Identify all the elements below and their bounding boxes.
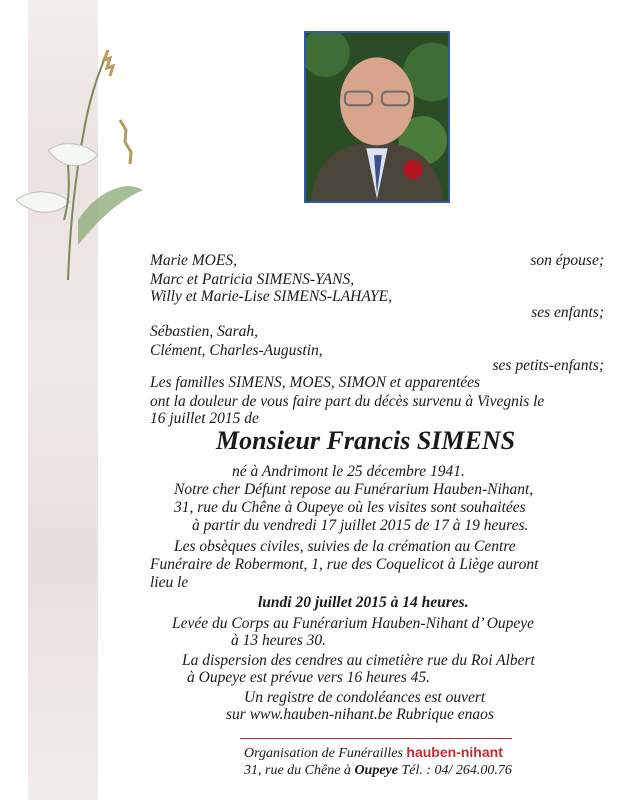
portrait-photo [304,31,450,203]
address-phone: Tél. : 04/ 264.00.76 [397,763,512,778]
funeral-line-3: lieu le [150,574,189,591]
register-line-2: sur www.hauben-nihant.be Rubrique enaos [226,706,494,723]
child-1: Marc et Patricia SIMENS-YANS, [150,271,355,288]
families-line-1: Les familles SIMENS, MOES, SIMON et apparentées [150,374,481,391]
birth-info: né à Andrimont le 25 décembre 1941. [232,463,465,480]
rest-line-1: Notre cher Défunt repose au Funérarium Hauben-Nihant, [174,481,534,498]
organisation-line [244,744,503,762]
child-2: Willy et Marie-Lise SIMENS-LAHAYE, [150,288,392,305]
levee-line-1: Levée du Corps au Funérarium Hauben-Nihant d’ Oupeye [172,615,535,632]
funeral-date: lundi 20 juillet 2015 à 14 heures. [258,594,469,611]
spouse-relation: son épouse; [530,252,604,269]
rest-line-3: à partir du vendredi 17 juillet 2015 de 17 à 19 heures. [192,517,529,534]
grandchildren-2: Clément, Charles-Augustin, [150,342,323,359]
grandchildren-1: Sébastien, Sarah, [150,323,259,340]
families-line-2: ont la douleur de vous faire part du décès survenu à Vivegnis le [150,393,545,410]
lily-flower-decoration [8,30,148,300]
grandchildren-relation: ses petits-enfants; [492,357,604,374]
address-city: Oupeye [354,763,398,778]
rest-line-2: 31, rue du Chêne à Oupeye où les visites sont souhaitées [174,499,526,516]
footer-separator [240,738,512,739]
families-line-3: 16 juillet 2015 de [150,410,259,427]
address-prefix: 31, rue du Chêne à [244,763,355,778]
dispersion-line-2: à Oupeye est prévue vers 16 heures 45. [187,669,431,686]
deceased-name: Monsieur Francis SIMENS [216,426,516,455]
funeral-line-1: Les obsèques civiles, suivies de la crémation au Centre [174,538,516,555]
levee-line-2: à 13 heures 30. [231,632,326,649]
children-relation: ses enfants; [531,304,604,321]
dispersion-line-1: La dispersion des cendres au cimetière rue du Roi Albert [182,652,535,669]
brand-logo: hauben-nihant [406,744,503,760]
register-line-1: Un registre de condoléances est ouvert [244,689,486,706]
footer-address [244,763,512,779]
organisation-prefix: Organisation de Funérailles [244,746,407,761]
funeral-line-2: Funéraire de Robermont, 1, rue des Coquelicot à Liège auront [150,556,539,573]
spouse-name: Marie MOES, [150,252,237,269]
